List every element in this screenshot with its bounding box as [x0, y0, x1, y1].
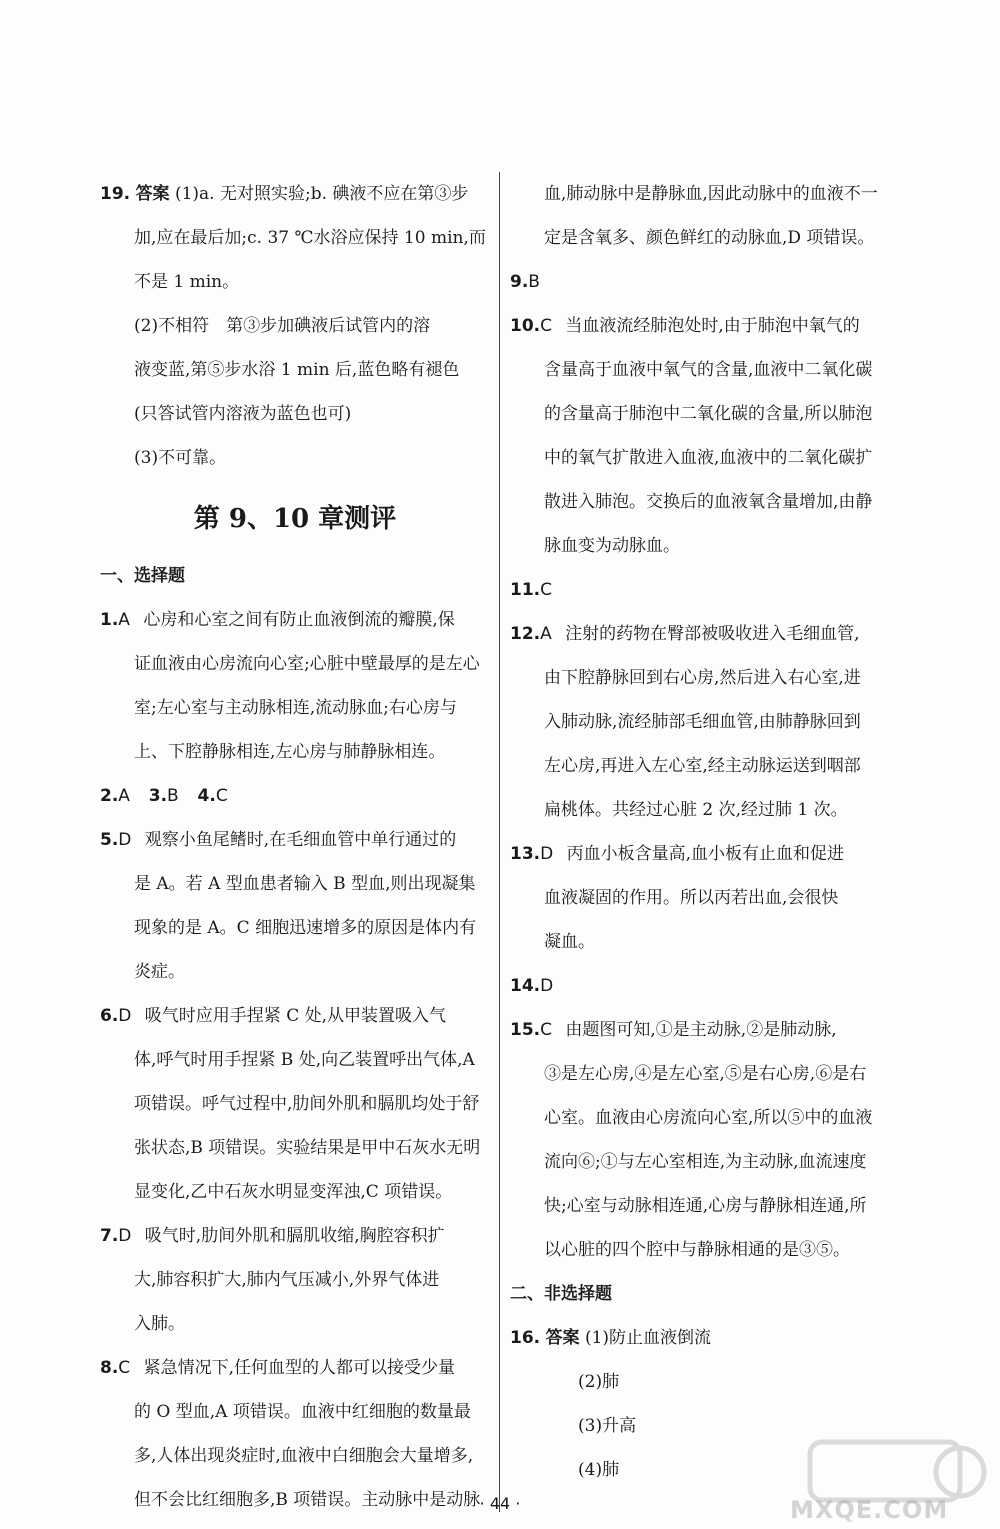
question-8: 8.C 紧急情况下,任何血型的人都可以接受少量 的 O 型血,A 项错误。血液中红细胞的数量最 多,人体出现炎症时,血液中白细胞会大量增多, 但不会比红细胞多,B 项错误。主动脉中是动脉	[100, 1358, 481, 1510]
section-heading-choice: 一、选择题	[100, 566, 185, 586]
question-19: 19. 答案 (1)a. 无对照实验;b. 碘液不应在第③步 加,应在最后加;c. 37 ℃水浴应保持 10 min,而 不是 1 min。 (2)不相符 第③步加碘液后试管内的溶 液变蓝,第⑤步水浴 1 min 后,蓝色略有褪色 (只答试管内溶液为蓝色也可) (3)不可靠。	[100, 184, 486, 468]
question-14: 14.D	[510, 976, 554, 996]
watermark-text: MXQE.COM	[790, 1496, 949, 1524]
chapter-title: 第 9、10 章测评	[193, 504, 397, 534]
section-heading-nonchoice: 二、非选择题	[510, 1284, 612, 1304]
question-9: 9.B	[510, 272, 540, 292]
question-8-continued: 血,肺动脉中是静脉血,因此动脉中的血液不一 定是含氧多、颜色鲜红的动脉血,D 项错误。	[544, 184, 878, 248]
question-1: 1.A 心房和心室之间有防止血液倒流的瓣膜,保 证血液由心房流向心室;心脏中壁最厚的是左心 室;左心室与主动脉相连,流动脉血;右心房与 上、下腔静脉相连,左心房与肺静脉相连。	[100, 610, 480, 762]
question-15: 15.C 由题图可知,①是主动脉,②是肺动脉, ③是左心房,④是左心室,⑤是右心房,⑥是右 心室。血液由心房流向心室,所以⑤中的血液 流向⑥;①与左心室相连,为主动脉,血流速度 快;心室与动脉相连通,心房与静脉相连通,所 以心脏的四个腔中与静脉相通的是③⑤。	[510, 1020, 873, 1260]
question-16: 16. 答案 (1)防止血液倒流 (2)肺 (3)升高 (4)肺	[510, 1328, 712, 1480]
question-7: 7.D 吸气时,肋间外肌和膈肌收缩,胸腔容积扩 大,肺容积扩大,肺内气压减小,外界气体进 入肺。	[100, 1226, 445, 1334]
question-12: 12.A 注射的药物在臀部被吸收进入毛细血管, 由下腔静脉回到右心房,然后进入右心室,进 入肺动脉,流经肺部毛细血管,由肺静脉回到 左心房,再进入左心室,经主动脉运送到咽部 扁桃体。共经过心脏 2 次,经过肺 1 次。	[510, 624, 861, 820]
question-10: 10.C 当血液流经肺泡处时,由于肺泡中氧气的 含量高于血液中氧气的含量,血液中二氧化碳 的含量高于肺泡中二氧化碳的含量,所以肺泡 中的氧气扩散进入血液,血液中的二氧化碳扩 散进入肺泡。交换后的血液氧含量增加,由静 脉血变为动脉血。	[510, 316, 873, 556]
questions-2-4: 2.A 3.B 4.C	[100, 786, 228, 806]
right-column	[510, 172, 900, 1492]
left-column	[100, 172, 490, 1522]
page-number: · 44 ·	[479, 1494, 521, 1513]
question-6: 6.D 吸气时应用手捏紧 C 处,从甲装置吸入气 体,呼气时用手捏紧 B 处,向乙装置呼出气体,A 项错误。呼气过程中,肋间外肌和膈肌均处于舒 张状态,B 项错误。实验结果是甲中石灰水无明 显变化,乙中石灰水明显变浑浊,C 项错误。	[100, 1006, 481, 1202]
question-13: 13.D 丙血小板含量高,血小板有止血和促进 血液凝固的作用。所以丙若出血,会很快 凝血。	[510, 844, 845, 952]
column-divider	[499, 172, 500, 1512]
question-11: 11.C	[510, 580, 552, 600]
question-5: 5.D 观察小鱼尾鳍时,在毛细血管中单行通过的 是 A。若 A 型血患者输入 B 型血,则出现凝集 现象的是 A。C 细胞迅速增多的原因是体内有 炎症。	[100, 830, 477, 982]
